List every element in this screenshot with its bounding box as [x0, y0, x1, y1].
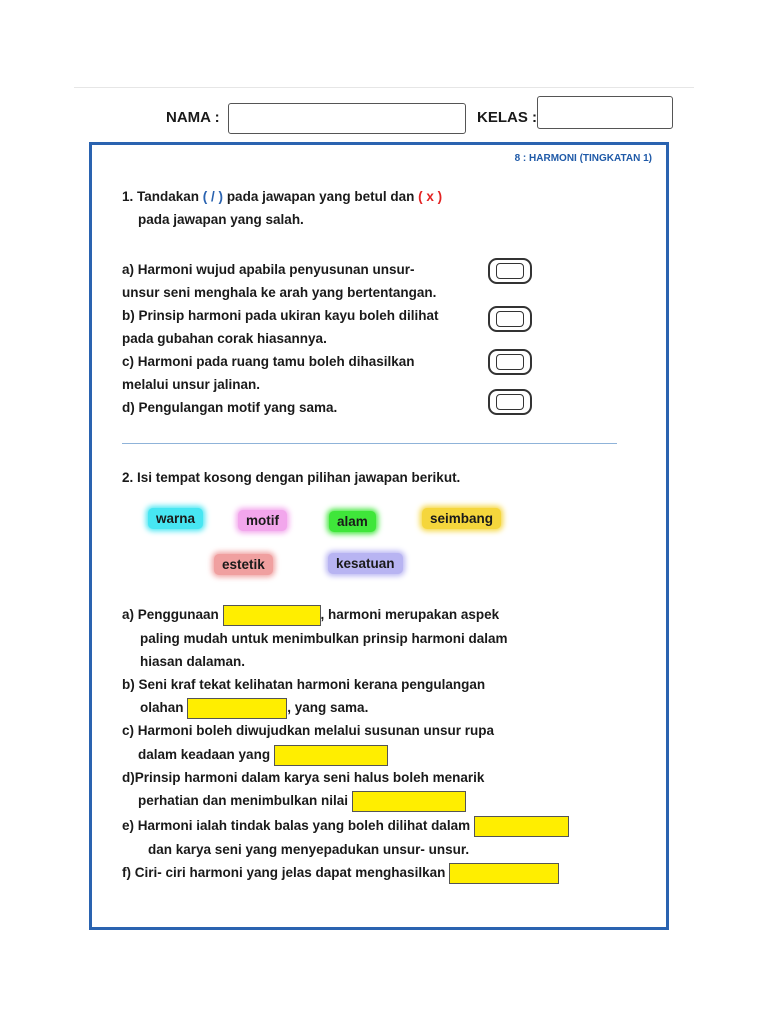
- q2e-line2: dan karya seni yang menyepadukan unsur- unsur.: [148, 842, 470, 857]
- q1-instruction-line2: pada jawapan yang salah.: [138, 212, 304, 227]
- q2a-post: , harmoni merupakan aspek: [320, 607, 500, 622]
- q2c-line1: c) Harmoni boleh diwujudkan melalui susunan unsur rupa: [122, 723, 495, 738]
- worksheet-frame: [89, 142, 669, 930]
- q2-instruction: 2. Isi tempat kosong dengan pilihan jawapan berikut.: [122, 470, 461, 485]
- q2e-line1: [122, 814, 569, 837]
- answer-box-b[interactable]: [488, 306, 532, 332]
- mark-wrong: ( x ): [418, 189, 443, 204]
- q1a-line2: unsur seni menghala ke arah yang bertentangan.: [122, 285, 437, 300]
- q1c-line1: c) Harmoni pada ruang tamu boleh dihasilkan: [122, 354, 415, 369]
- answer-box-c[interactable]: [488, 349, 532, 375]
- q2b-post: , yang sama.: [287, 700, 369, 715]
- blank-d[interactable]: [352, 791, 466, 812]
- class-label: KELAS :: [477, 109, 537, 126]
- q1-instr-b: pada jawapan yang betul dan: [226, 189, 415, 204]
- q2e-text: e) Harmoni ialah tindak balas yang boleh dilihat dalam: [122, 818, 471, 833]
- section-divider: [122, 443, 617, 444]
- blank-b[interactable]: [187, 698, 287, 719]
- q1b-line1: b) Prinsip harmoni pada ukiran kayu boleh dilihat: [122, 308, 439, 323]
- q1-instr-a: 1. Tandakan: [122, 189, 200, 204]
- q2d-line1: d)Prinsip harmoni dalam karya seni halus boleh menarik: [122, 770, 485, 785]
- answer-box-a[interactable]: [488, 258, 532, 284]
- q2a-line3: hiasan dalaman.: [140, 654, 246, 669]
- name-field[interactable]: [228, 103, 466, 134]
- q2b-pre: olahan: [140, 700, 184, 715]
- q2b-line2: [140, 696, 368, 719]
- q2d-line2: [138, 789, 466, 812]
- q2a-line1: [122, 603, 499, 626]
- top-rule: [74, 87, 694, 88]
- chip-kesatuan[interactable]: kesatuan: [328, 553, 403, 574]
- q1d-line1: d) Pengulangan motif yang sama.: [122, 400, 338, 415]
- blank-e[interactable]: [474, 816, 569, 837]
- q2f-text: f) Ciri- ciri harmoni yang jelas dapat menghasilkan: [122, 865, 446, 880]
- blank-a[interactable]: [223, 605, 321, 626]
- q1a-line1: a) Harmoni wujud apabila penyusunan unsur-: [122, 262, 415, 277]
- chip-alam[interactable]: alam: [329, 511, 376, 532]
- chip-estetik[interactable]: estetik: [214, 554, 273, 575]
- q2d-pre: perhatian dan menimbulkan nilai: [138, 793, 349, 808]
- q2c-pre: dalam keadaan yang: [138, 747, 271, 762]
- q2f-line1: [122, 861, 559, 884]
- chip-motif[interactable]: motif: [238, 510, 287, 531]
- class-field[interactable]: [537, 96, 673, 129]
- q2c-line2: [138, 743, 388, 766]
- chip-seimbang[interactable]: seimbang: [422, 508, 501, 529]
- q1c-line2: melalui unsur jalinan.: [122, 377, 261, 392]
- mark-correct: ( / ): [202, 189, 224, 204]
- answer-box-d[interactable]: [488, 389, 532, 415]
- blank-c[interactable]: [274, 745, 388, 766]
- q2a-line2: paling mudah untuk menimbulkan prinsip harmoni dalam: [140, 631, 508, 646]
- q2a-pre: a) Penggunaan: [122, 607, 219, 622]
- chip-warna[interactable]: warna: [148, 508, 203, 529]
- blank-f[interactable]: [449, 863, 559, 884]
- q1-instruction: [122, 185, 442, 208]
- q2b-line1: b) Seni kraf tekat kelihatan harmoni kerana pengulangan: [122, 677, 486, 692]
- name-label: NAMA :: [166, 109, 220, 126]
- q1b-line2: pada gubahan corak hiasannya.: [122, 331, 327, 346]
- topic-label: 8 : HARMONI (TINGKATAN 1): [514, 153, 652, 164]
